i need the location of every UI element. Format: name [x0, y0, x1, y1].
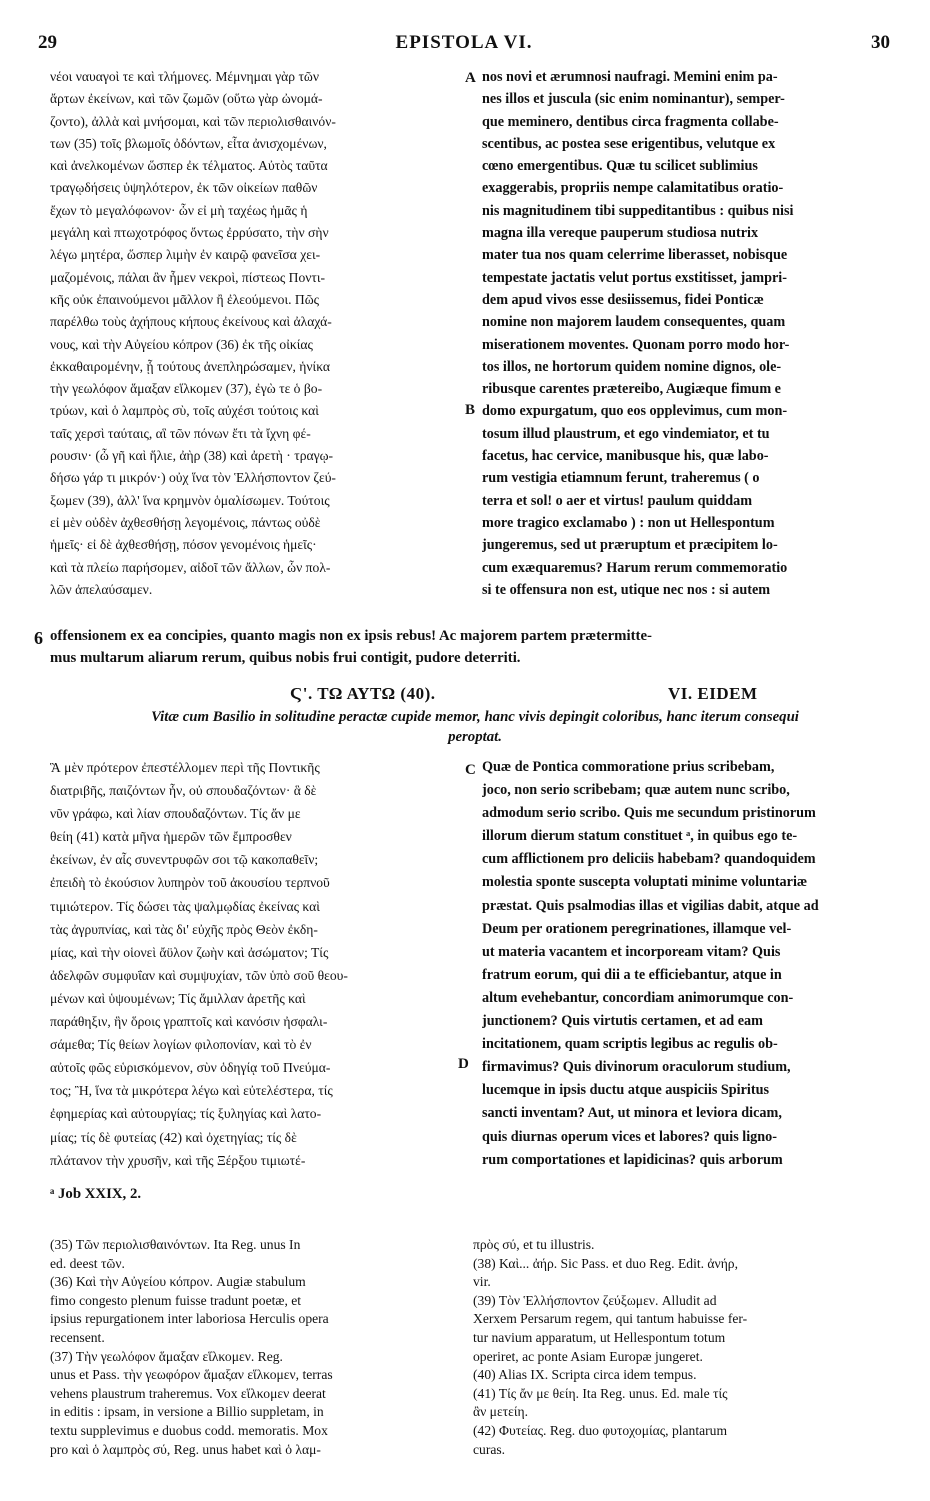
text-line: cœno emergentibus. Quæ tu scilicet sublimius: [482, 158, 758, 175]
text-line: νέοι ναυαγοὶ τε καὶ τλήμονες. Μέμνημαι γὰρ τῶν: [50, 69, 320, 84]
text-line: vehens plaustrum traheremus. Vox εἵλκομεν deerat: [50, 1385, 326, 1401]
text-line: ἐφημερίας καὶ αὐτουργίας; τίς ξυληγίας καὶ λατο-: [50, 1106, 322, 1122]
text-line: fimo congesto plenum fuisse tradunt poetæ, et: [50, 1292, 302, 1308]
text-line: ribusque carentes prætereibo, Augiæque fimum e: [482, 381, 781, 398]
text-line: nos novi et ærumnosi naufragi. Memini enim pa-: [482, 69, 778, 85]
text-line: παράθηξιν, ἣν ὅροις γραπτοῖς καὶ κανόσιν ἠσφαλι-: [50, 1014, 328, 1030]
epistle-summary: [50, 707, 900, 747]
text-line: Deum per orationem peregrinationes, illamque vel-: [482, 920, 792, 937]
section-marker-a: A: [465, 70, 476, 86]
page-number-left: 29: [38, 32, 57, 53]
text-line: (40) Alias IX. Scripta circa idem tempus.: [473, 1367, 697, 1383]
text-line: μεγάλη καὶ πτωχοτρόφος ὄντως ἐρρύσατο, τὴν σὴν: [50, 225, 329, 241]
text-line: δήσω γάρ τι μικρόν·) οὐχ ἵνα τὸν Ἑλλήσποντον ζεύ-: [50, 470, 336, 486]
text-line: que meminero, dentibus circa fragmenta collabe-: [482, 113, 779, 130]
page-header: [38, 32, 890, 58]
text-line: ἐκείνων, ἐν αἷς συνεντρυφῶν σοι τῷ κακοπαθεῖν;: [50, 852, 319, 868]
text-line: μίας; τίς δὲ φυτείας (42) καὶ ὀχετηγίας; τίς δὲ: [50, 1129, 297, 1145]
text-line: νῦν γράφω, καὶ λίαν σπουδαζόντων. Τίς ἄν με: [50, 806, 301, 822]
text-line: σάμεθα; Τίς θείων λογίων φιλοπονίαν, καὶ τὸ ἐν: [50, 1037, 312, 1053]
text-line: Xerxem Persarum regem, qui tantum habuisse fer-: [473, 1311, 748, 1327]
text-line: facetus, hac cervice, manibusque his, quæ labo-: [482, 448, 769, 465]
text-line: (41) Τίς ἄν με θείη. Ita Reg. unus. Ed. male τίς: [473, 1385, 728, 1401]
text-line: τὰς ἀγρυπνίας, καὶ τὰς δι' εὐχῆς πρὸς Θεὸν ἐκδη-: [50, 921, 318, 937]
text-line: nomine non majorem laudem consequentes, quam: [482, 314, 786, 331]
text-line: (39) Τὸν Ἑλλήσποντον ζεύξωμεν. Alludit ad: [473, 1292, 717, 1308]
text-line: (37) Τὴν γεωλόφον ἅμαξαν εἵλκομεν. Reg.: [50, 1348, 283, 1364]
text-line: joco, non serio scribebam; quæ autem nunc scribo,: [482, 782, 790, 799]
text-line: τρύων, καὶ ὁ λαμπρὸς σὺ, τοῖς αὐχέσι τούτοις καὶ: [50, 403, 319, 419]
text-line: ut materia vacantem et incorpoream vitam? Quis: [482, 943, 781, 960]
continuation-line: offensionem ex ea concipies, quanto magis non ex ipsis rebus! Ac majorem partem prætermitte-: [50, 628, 652, 644]
text-line: magna illa vereque pauperum studiosa nutrix: [482, 225, 759, 242]
text-line: ρουσιν· (ὦ γῆ καὶ ἥλιε, ἀὴρ (38) καὶ ἀρετὴ · τραγῳ-: [50, 448, 334, 464]
summary-line: Vitæ cum Basilio in solitudine peractæ cupide memor, hanc vivis depingit coloribus, hanc iterum consequi: [151, 709, 799, 725]
text-line: mater tua nos quam celerrime liberasset, nobisque: [482, 247, 788, 264]
summary-line: peroptat.: [448, 729, 502, 745]
text-line: παρέλθω τοὺς ἀχήπους κήπους ἐκείνους καὶ ἀλαχά-: [50, 314, 332, 330]
text-line: cum exæquaremus? Harum rerum commemoratio: [482, 559, 788, 576]
text-line: καὶ ἀνελκομένων ὥσπερ ἐκ τέλματος. Αὐτὸς ταῦτα: [50, 158, 328, 174]
text-line: θείη (41) κατὰ μῆνα ἡμερῶν τῶν ἔμπροσθεν: [50, 829, 292, 845]
text-line: textu supplevimus e duobus codd. memoratis. Mox: [50, 1422, 328, 1438]
text-line: more tragico exclamabo ) : non ut Hellespontum: [482, 514, 775, 531]
text-line: lucemque in ipsis ductu atque auspiciis Spiritus: [482, 1082, 769, 1099]
notes-left-column: [50, 1236, 455, 1459]
epistle-title-greek: Ϛ'. ΤΩ ΑΥΤΩ (40).: [290, 684, 436, 703]
section-marker-d: D: [458, 1056, 469, 1072]
text-line: ταῖς χερσὶ ταύταις, αἳ τῶν πόνων ἔτι τὰ ἴχνη φέ-: [50, 425, 311, 441]
text-line: των (35) τοῖς βλωμοῖς ὀδόντων, εἶτα ἀνισχομένων,: [50, 135, 327, 151]
section-marker-c: C: [465, 762, 476, 778]
text-line: τὴν γεωλόφον ἅμαξαν εἵλκομεν (37), ἐγὼ τε ὁ βο-: [50, 381, 323, 397]
text-line: miserationem moventes. Quonam porro modo hor-: [482, 336, 790, 353]
footnote-reference: ᵃ Job XXIX, 2.: [50, 1186, 142, 1202]
text-line: λῶν ἀπελαύσαμεν.: [50, 581, 153, 597]
text-line: μίας, καὶ τὴν οἱονεὶ ἄϋλον ζωὴν καὶ ἀσώματον; Τίς: [50, 944, 329, 960]
text-line: vir.: [473, 1274, 491, 1290]
text-line: domo expurgatum, quo eos opplevimus, cum mon-: [482, 403, 788, 420]
text-line: μαζομένοις, πάλαι ἂν ἦμεν νεκροὶ, πίστεως Ποντι-: [50, 269, 326, 285]
text-line: tur navium apparatum, ut Hellespontum totum: [473, 1329, 726, 1345]
text-line: διατριβῆς, παιζόντων ἦν, οὐ σπουδαζόντων· ἃ δὲ: [50, 783, 317, 799]
text-line: jungeremus, sed ut præruptum et præcipitem lo-: [482, 537, 778, 554]
text-line: ἡμεῖς· εἰ δὲ ἀχθεσθήσῃ, πόσον γενομένοις ἡμεῖς·: [50, 537, 317, 553]
text-line: sancti inventam? Aut, ut minora et leviora dicam,: [482, 1105, 782, 1122]
text-line: ξωμεν (39), ἀλλ' ἵνα κρημνὸν ὁμαλίσωμεν. Τούτοις: [50, 492, 330, 508]
running-title: EPISTOLA VI.: [395, 32, 533, 53]
text-line: quis diurnas operum vices et labores? quis ligno-: [482, 1128, 777, 1145]
text-line: incitationem, quam scriptis legibus ac regulis ob-: [482, 1036, 778, 1053]
text-line: curas.: [473, 1441, 506, 1457]
latin-column-middle: [482, 756, 892, 1172]
text-line: tos illos, ne hortorum quidem nomine dignos, ole-: [482, 358, 782, 375]
text-line: ἀδελφῶν συμφυΐαν καὶ συμψυχίαν, τῶν ὑπὸ σοῦ θεου-: [50, 967, 348, 983]
text-line: unus et Pass. τὴν γεωφόρον ἅμαξαν εἵλκομεν, terras: [50, 1367, 333, 1383]
greek-column-top: [50, 66, 465, 601]
text-line: nes illos et juscula (sic enim nominantur), semper-: [482, 91, 785, 108]
text-line: recensent.: [50, 1329, 105, 1345]
text-line: terra et sol! o aer et virtus! paulum quiddam: [482, 492, 753, 509]
text-line: molestia sponte suscepta voluptati minime voluntariæ: [482, 874, 808, 891]
text-line: ἄρτων ἐκείνων, καὶ τῶν ζωμῶν (οὕτω γὰρ ὠνομά-: [50, 91, 323, 107]
text-line: (36) Καὶ τὴν Αὐγείου κόπρον. Augiæ stabulum: [50, 1274, 306, 1290]
text-line: ἔχων τὸ μεγαλόφωνον· ὧν εἰ μὴ ταχέως ἡμᾶς ἡ: [50, 202, 308, 218]
text-line: ἐπειδὴ τὸ ἑκούσιον λυπηρὸν τοῦ ἀκουσίου τερπνοῦ: [50, 875, 330, 891]
epistle-title-latin: VI. EIDEM: [668, 684, 758, 703]
text-line: (42) Φυτείας. Reg. duo φυτοχομίας, plantarum: [473, 1422, 728, 1438]
text-line: junctionem? Quis virtutis certamen, et ad eam: [482, 1013, 763, 1030]
section-marker-b: B: [465, 402, 476, 418]
text-line: ipsius repurgationem inter laboriosa Herculis opera: [50, 1311, 329, 1327]
greek-column-middle: [50, 756, 465, 1172]
text-line: firmavimus? Quis divinorum oraculorum studium,: [482, 1059, 791, 1076]
text-line: αὐτοῖς φῶς εὑρισκόμενον, σὺν ὁδηγίᾳ τοῦ Πνεύμα-: [50, 1060, 331, 1076]
text-line: præstat. Quis psalmodias illas et vigilias dabit, atque ad: [482, 897, 819, 914]
text-line: καὶ τὰ πλείω παρήσομεν, αἰδοῖ τῶν ἄλλων, ὧν πολ-: [50, 559, 331, 575]
text-line: μένων καὶ ὑψουμένων; Τίς ἅμιλλαν ἀρετῆς καὶ: [50, 990, 306, 1006]
text-line: operiret, ac ponte Asiam Europæ jungeret.: [473, 1348, 703, 1364]
text-line: κῆς οὐκ ἐπαινούμενοι μᾶλλον ἢ ἐλεούμενοι. Πῶς: [50, 291, 320, 307]
text-line: νους, καὶ τὴν Αὐγείου κόπρον (36) ἐκ τῆς οἰκίας: [50, 336, 313, 352]
text-line: ἐκκαθαιρομένην, ᾗ τούτους ἀνεπληρώσαμεν, ἡνίκα: [50, 358, 331, 374]
text-line: τιμιώτερον. Τίς δώσει τὰς ψαλμῳδίας ἐκείνας καὶ: [50, 898, 320, 914]
text-line: pro καὶ ὁ λαμπρὸς σύ, Reg. unus habet καὶ ὁ λαμ-: [50, 1441, 321, 1457]
text-line: ed. deest τῶν.: [50, 1255, 125, 1271]
column-number-marker: 6: [34, 628, 43, 648]
text-line: Ἃ μὲν πρότερον ἐπεστέλλομεν περὶ τῆς Ποντικῆς: [50, 760, 320, 775]
page-number-right: 30: [871, 32, 890, 53]
text-line: Quæ de Pontica commoratione prius scribebam,: [482, 759, 775, 775]
text-line: altum evehebantur, concordiam animorumque con-: [482, 989, 794, 1006]
text-line: tempestate jactatis velut portus exstitisset, jampri-: [482, 269, 787, 286]
text-line: in editis : ipsam, in versione a Billio suppletam, in: [50, 1404, 324, 1420]
text-line: fratrum eorum, qui dii a te efficiebantur, atque in: [482, 966, 782, 983]
text-line: ζοντο), ἀλλὰ καὶ μνήσομαι, καὶ τῶν περιολισθαινόν-: [50, 113, 336, 129]
text-line: si te offensura non est, utique nec nos : si autem: [482, 581, 771, 598]
text-line: cum afflictionem pro deliciis habebam? quandoquidem: [482, 851, 816, 868]
text-line: tosum illud plaustrum, et ego vindemiator, et tu: [482, 425, 770, 442]
text-line: nis magnitudinem tibi suppeditantibus : quibus nisi: [482, 202, 794, 219]
latin-continuation: [50, 625, 900, 669]
text-line: admodum serio scribo. Quis me secundum pristinorum: [482, 805, 816, 822]
text-line: rum comportationes et lapidicinas? quis arborum: [482, 1151, 783, 1168]
text-line: exaggerabis, propriis nempe calamitatibus oratio-: [482, 180, 784, 197]
continuation-line: mus multarum aliarum rerum, quibus nobis frui contigit, pudore deterriti.: [50, 650, 521, 666]
text-line: εἰ μὲν οὐδὲν ἀχθεσθήσῃ λεγομένοις, πάντως οὐδὲ: [50, 514, 321, 530]
text-line: τραγῳδήσεις ὑψηλότερον, ἐκ τῶν οἰκείων παθῶν: [50, 180, 318, 196]
latin-column-top: [482, 66, 892, 601]
text-line: (35) Τῶν περιολισθαινόντων. Ita Reg. unus In: [50, 1237, 301, 1252]
text-line: πρὸς σύ, et tu illustris.: [473, 1237, 595, 1252]
text-line: τος; Ἢ, ἵνα τὰ μικρότερα λέγω καὶ εὐτελέστερα, τίς: [50, 1083, 333, 1099]
text-line: illorum dierum statum constituet ᵃ, in quibus ego te-: [482, 828, 798, 845]
text-line: πλάτανον τὴν χρυσῆν, καὶ τῆς Ξέρξου τιμιωτέ-: [50, 1152, 306, 1168]
text-line: (38) Καὶ... ἀήρ. Sic Pass. et duo Reg. Edit. ἀνήρ,: [473, 1255, 738, 1271]
text-line: dem apud vivos esse desiissemus, fidei Ponticæ: [482, 291, 764, 308]
text-line: λέγω μητέρα, ὥσπερ λιμὴν ἐν καιρῷ φανεῖσα χει-: [50, 247, 321, 263]
text-line: scentibus, ac postea sese erigentibus, velutque ex: [482, 135, 776, 152]
text-line: rum vestigia etiamnum ferunt, traheremus ( o: [482, 470, 760, 487]
notes-right-column: [473, 1236, 893, 1459]
text-line: ἂν μετείη.: [473, 1404, 528, 1420]
